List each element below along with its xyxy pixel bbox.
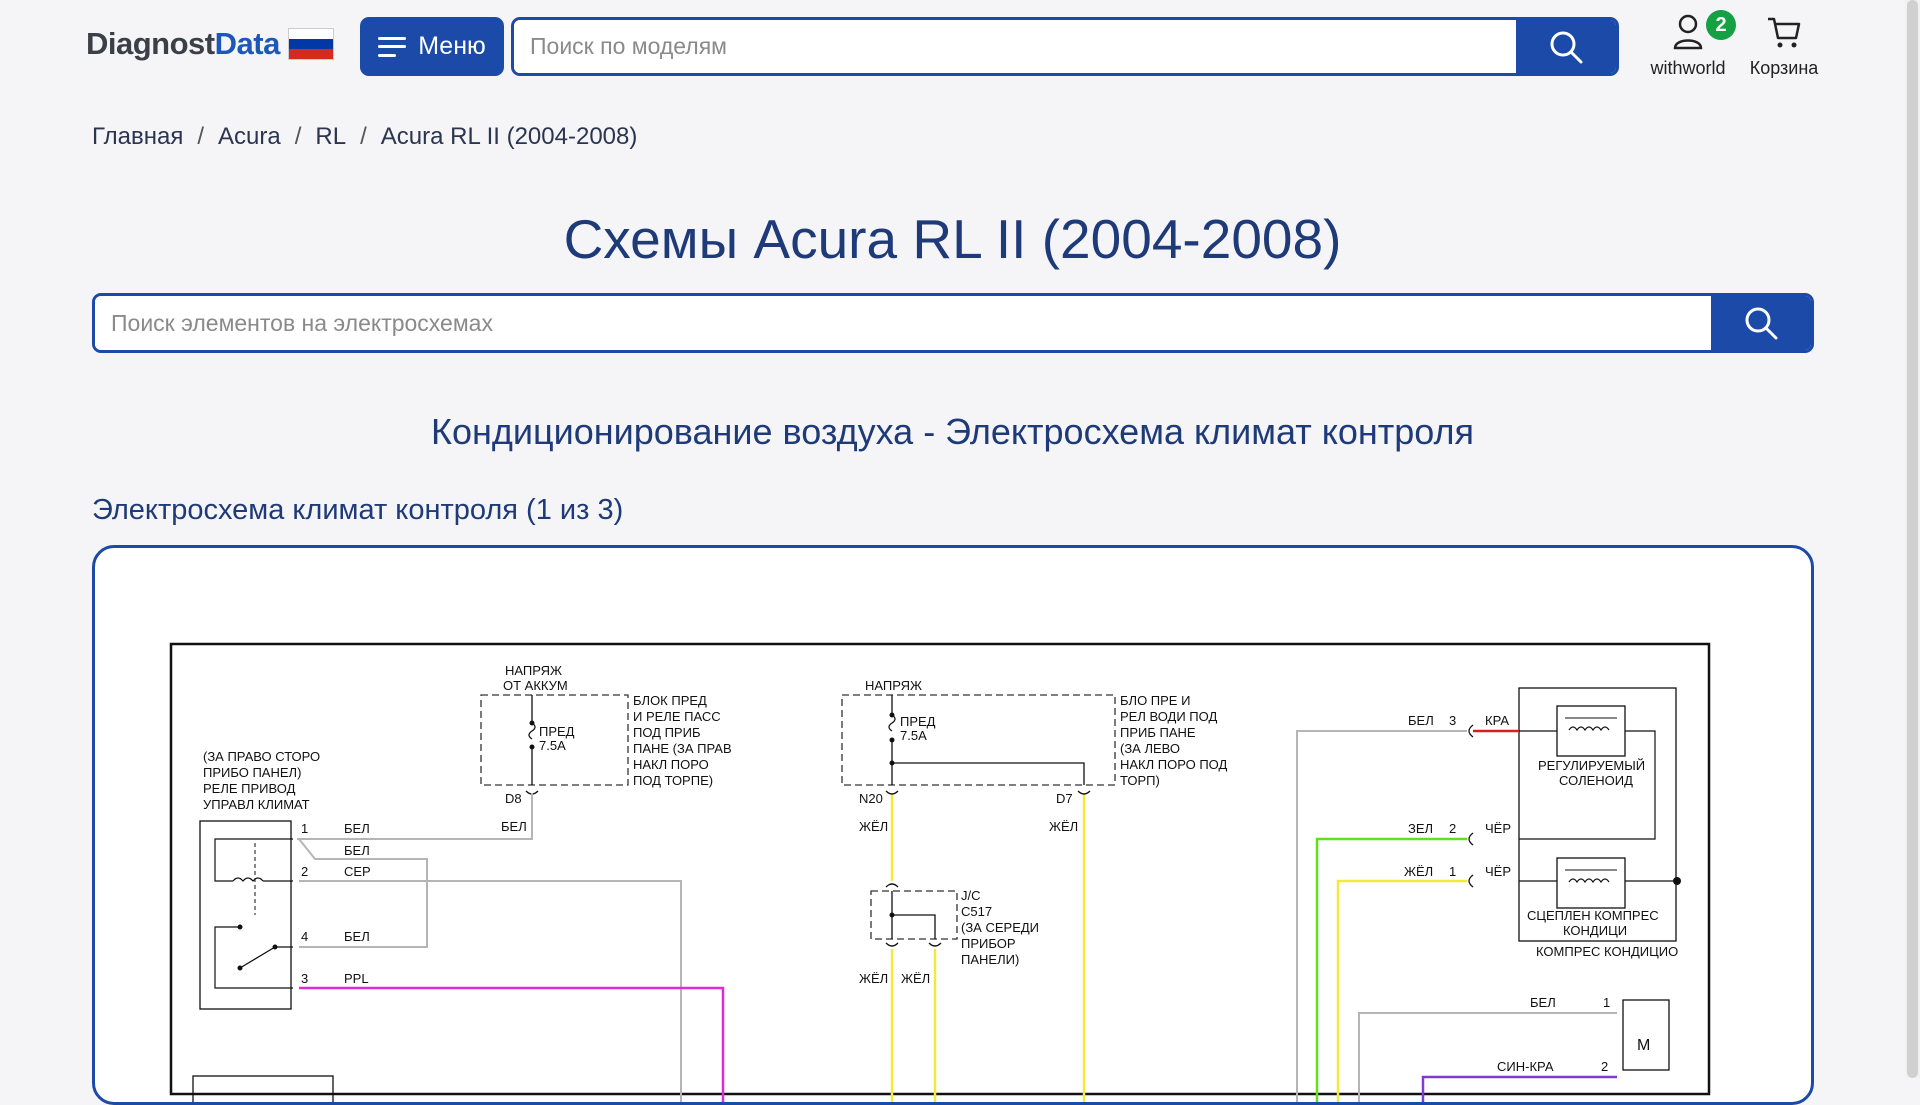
- label-fuse-2-value: 7.5A: [900, 728, 927, 743]
- breadcrumb-model[interactable]: RL: [315, 123, 347, 150]
- label-r-yel: ЖЁЛ: [1404, 864, 1434, 879]
- user-account[interactable]: [1646, 14, 1730, 79]
- label-r-cher-1: ЧЁР: [1485, 821, 1512, 836]
- model-search-box: [511, 17, 1619, 76]
- label-box1-4: ПАНЕ (ЗА ПРАВ: [633, 741, 732, 756]
- label-box1-6: ПОД ТОРПЕ): [633, 773, 714, 788]
- fuse-box-2: [842, 695, 1115, 785]
- label-box2-5: НАКЛ ПОРО ПОД: [1120, 757, 1228, 772]
- relay-box: [200, 821, 291, 1009]
- search-icon: [1743, 305, 1779, 341]
- wire-ser: [299, 881, 681, 1105]
- motor-box: [1623, 1000, 1669, 1070]
- label-r-bel: БЕЛ: [1408, 713, 1434, 728]
- page-title: Схемы Acura RL II (2004-2008): [563, 208, 1342, 270]
- label-r-1: 1: [1449, 864, 1457, 879]
- notification-badge: 2: [1706, 10, 1736, 40]
- label-m-2: 2: [1601, 1059, 1609, 1074]
- label-fuse-1: ПРЕД: [539, 724, 575, 739]
- label-m-1: 1: [1603, 995, 1611, 1010]
- page-scrollbar[interactable]: [1905, 0, 1920, 1078]
- breadcrumb-make[interactable]: Acura: [218, 123, 281, 150]
- section-title: Кондиционирование воздуха - Электросхема климат контроля: [430, 411, 1474, 452]
- user-icon: [1672, 14, 1704, 50]
- label-wire-ser: СЕР: [344, 864, 371, 879]
- ground-icon: [1673, 877, 1681, 885]
- russia-flag-icon: [288, 28, 334, 60]
- breadcrumb-home[interactable]: Главная: [92, 123, 184, 150]
- label-solenoid-1: РЕГУЛИРУЕМЫЙ: [1538, 758, 1646, 773]
- label-clutch-1: СЦЕПЛЕН КОМПРЕС: [1527, 908, 1659, 923]
- label-relay-2: ПРИБО ПАНЕЛ): [203, 765, 302, 780]
- wire-zel: [1317, 839, 1467, 1105]
- menu-button[interactable]: [360, 17, 504, 76]
- label-pin-n20: N20: [859, 791, 883, 806]
- wire-bel-d8: [297, 793, 532, 839]
- label-relay-4: УПРАВЛ КЛИМАТ: [203, 797, 310, 812]
- diagram-frame: [171, 644, 1709, 1094]
- label-wire-yel-3: ЖЁЛ: [859, 971, 889, 986]
- element-search-input[interactable]: [95, 296, 1711, 350]
- label-wire-bel-d8: БЕЛ: [501, 819, 527, 834]
- label-pin-3: 3: [301, 971, 309, 986]
- label-jc-5: ПАНЕЛИ): [961, 952, 1020, 967]
- compressor-box: [1519, 688, 1676, 941]
- wire-ppl: [299, 988, 723, 1105]
- site-header: [0, 0, 1905, 96]
- label-box2-4: (ЗА ЛЕВО: [1120, 741, 1181, 756]
- breadcrumb-separator: /: [360, 123, 367, 150]
- label-compressor: КОМПРЕС КОНДИЦИО: [1536, 944, 1679, 959]
- label-box1-5: НАКЛ ПОРО: [633, 757, 709, 772]
- logo[interactable]: [86, 26, 334, 62]
- label-jc-1: J/C: [961, 888, 981, 903]
- label-wire-bel-2: БЕЛ: [344, 843, 370, 858]
- label-relay-3: РЕЛЕ ПРИВОД: [203, 781, 296, 796]
- label-box1-2: И РЕЛЕ ПАСС: [633, 709, 721, 724]
- hamburger-icon: [378, 37, 406, 57]
- label-pin-1: 1: [301, 821, 309, 836]
- label-wire-bel-3: БЕЛ: [344, 929, 370, 944]
- label-pin-4: 4: [301, 929, 309, 944]
- label-pin-d8: D8: [505, 791, 522, 806]
- breadcrumb-current[interactable]: Acura RL II (2004-2008): [380, 123, 638, 150]
- label-wire-bel-1: БЕЛ: [344, 821, 370, 836]
- element-search-box: [92, 293, 1814, 353]
- wire-m-bel: [1359, 1013, 1617, 1105]
- username-label: withworld: [1650, 58, 1726, 78]
- label-m-bel: БЕЛ: [1530, 995, 1556, 1010]
- label-jc-3: (ЗА СЕРЕДИ: [961, 920, 1040, 935]
- label-fuse-2: ПРЕД: [900, 714, 936, 729]
- label-pin-d7: D7: [1056, 791, 1073, 806]
- label-r-cher-2: ЧЁР: [1485, 864, 1512, 879]
- label-pin-2: 2: [301, 864, 309, 879]
- label-box1-1: БЛОК ПРЕД: [633, 693, 707, 708]
- menu-label: Меню: [418, 32, 486, 60]
- label-m-sin: СИН-КРА: [1497, 1059, 1554, 1074]
- cart-label: Корзина: [1749, 58, 1819, 78]
- logo-text: DiagnostData: [86, 26, 280, 61]
- wire-r-yel: [1338, 881, 1467, 1105]
- cart-icon: [1766, 14, 1802, 50]
- label-box1-3: ПОД ПРИБ: [633, 725, 701, 740]
- scrollbar-thumb[interactable]: [1907, 0, 1918, 1078]
- label-wire-yel-4: ЖЁЛ: [901, 971, 931, 986]
- label-volt-2: НАПРЯЖ: [865, 678, 923, 693]
- wire-r-bel: [1297, 731, 1467, 1105]
- label-clutch-2: КОНДИЦИ: [1563, 923, 1628, 938]
- breadcrumb-separator: /: [197, 123, 205, 150]
- label-batt-1: НАПРЯЖ: [505, 663, 563, 678]
- diagram-title: Электросхема климат контроля (1 из 3): [92, 494, 624, 526]
- label-box2-2: РЕЛ ВОДИ ПОД: [1120, 709, 1218, 724]
- label-r-kra: КРА: [1485, 713, 1510, 728]
- relay-coil-icon: [233, 878, 263, 881]
- label-box2-1: БЛО ПРЕ И: [1120, 693, 1191, 708]
- diagram-card: [92, 545, 1814, 1105]
- label-jc-2: C517: [961, 904, 993, 919]
- relay-switch-icon: [240, 947, 275, 968]
- label-r-2: 2: [1449, 821, 1457, 836]
- cart[interactable]: [1744, 14, 1824, 79]
- element-search-button[interactable]: [1711, 296, 1811, 350]
- label-r-zel: ЗЕЛ: [1408, 821, 1434, 836]
- label-box2-3: ПРИБ ПАНЕ: [1120, 725, 1196, 740]
- search-icon: [1548, 29, 1584, 65]
- solenoid-symbol: [1557, 706, 1625, 756]
- label-wire-yel-1: ЖЁЛ: [859, 819, 889, 834]
- model-search-input[interactable]: [514, 20, 1516, 73]
- breadcrumb-separator: /: [294, 123, 302, 150]
- label-box2-6: ТОРП): [1120, 773, 1160, 788]
- label-r-3: 3: [1449, 713, 1457, 728]
- wiring-diagram[interactable]: [95, 548, 1811, 1105]
- label-wire-ppl: PPL: [344, 971, 369, 986]
- label-fuse-1-value: 7.5A: [539, 738, 566, 753]
- breadcrumb: [92, 123, 637, 151]
- label-relay-1: (ЗА ПРАВО СТОРО: [203, 749, 321, 764]
- clutch-symbol: [1557, 858, 1625, 908]
- model-search-button[interactable]: [1516, 20, 1616, 73]
- label-jc-4: ПРИБОР: [961, 936, 1016, 951]
- label-batt-2: ОТ АККУМ: [503, 678, 568, 693]
- label-motor: M: [1637, 1037, 1651, 1054]
- label-solenoid-2: СОЛЕНОИД: [1559, 773, 1633, 788]
- label-wire-yel-2: ЖЁЛ: [1049, 819, 1079, 834]
- wire-m-sin: [1423, 1077, 1617, 1105]
